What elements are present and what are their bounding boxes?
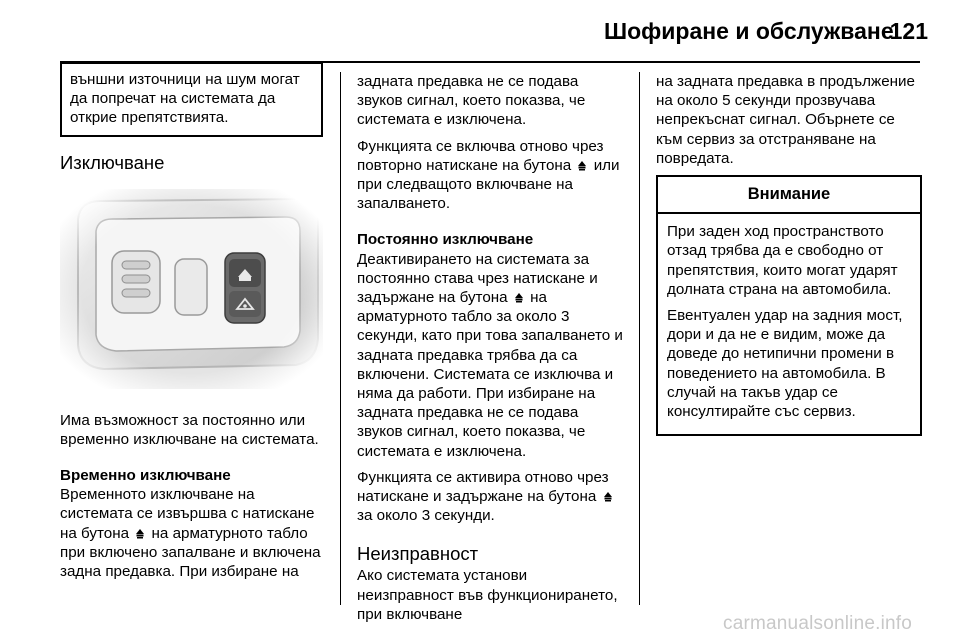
paragraph-text: на арматурното табло при включено запалване и включена задна предавка. При избиране на [60, 524, 321, 581]
watermark: carmanualsonline.info [723, 613, 913, 634]
subheading-temporary-disable: Временно изключване [60, 467, 231, 485]
warning-notice-title: Внимание [658, 177, 920, 214]
warning-notice-body [658, 214, 920, 434]
paragraph-text: Функцията се активира отново чрез натискане и задържане на бутона [357, 468, 609, 506]
column-1 [60, 72, 323, 588]
subheading-permanent-disable: Постоянно изключване [357, 231, 534, 249]
park-assist-button-icon [135, 526, 145, 539]
paragraph-text: или при следващото включване на запалването. [357, 156, 620, 213]
paragraph: задната предавка не се подава звуков сигнал, което показва, че системата е изключена. [357, 73, 586, 129]
paragraph: на задната предавка в продължение на около 5 секунди прозвучава непрекъснат сигнал. Обърнете се към сервиз за отстраняване на повредата. [656, 73, 915, 167]
paragraph [357, 468, 623, 526]
section-heading-disable: Изключване [60, 151, 165, 173]
dashboard-switch-illustration [60, 189, 323, 389]
paragraph [60, 485, 323, 581]
page-number: 121 [889, 18, 928, 44]
note-box [60, 62, 323, 137]
column-3 [656, 72, 922, 436]
paragraph [357, 137, 623, 214]
paragraph-text: Деактивирането на системата за постоянно става чрез натискане и задържане на бутона [357, 250, 598, 307]
paragraph: Има възможност за постоянно или временно изключване на системата. [60, 411, 319, 448]
note-box-text: външни източници на шум могат да попречат на системата да открие препятствията. [70, 71, 300, 127]
page-header-title: Шофиране и обслужване [604, 18, 894, 44]
paragraph-text: Функцията се включва отново чрез повторно натискане на бутона [357, 137, 604, 174]
paragraph-text: за около 3 секунди. [357, 507, 495, 525]
column-divider [340, 72, 341, 605]
park-assist-button-icon [603, 489, 613, 502]
warning-notice [656, 175, 922, 436]
paragraph: Евентуален удар на задния мост, дори и да не е видим, може да доведе до нетипични промени в поведението на автомобила. В случай на такъв удар се консултирайте със сервиз. [667, 307, 903, 421]
paragraph [357, 250, 623, 461]
park-assist-button-icon [514, 290, 524, 303]
park-assist-button-icon [577, 158, 587, 171]
column-divider [639, 72, 640, 605]
paragraph-text: на арматурното табло за около 3 секунди, като при това запалването и задната предавка трябва да са включени. Системата се изключва и няма да работи. При избиране на задната предавка не се подава звуков сигнал, което показва, че системата е изключена. [357, 289, 623, 460]
paragraph: Ако системата установи неизправност във функционирането, при включване [357, 567, 618, 623]
paragraph: При заден ход пространството отзад трябва да е свободно от препятствия, които могат ударят долната страна на автомобила. [667, 223, 898, 298]
column-2 [357, 72, 623, 631]
section-heading-malfunction: Неизправност [357, 543, 479, 565]
paragraph-text: Временното изключване на системата се извършва с натискане на бутона [60, 486, 315, 542]
